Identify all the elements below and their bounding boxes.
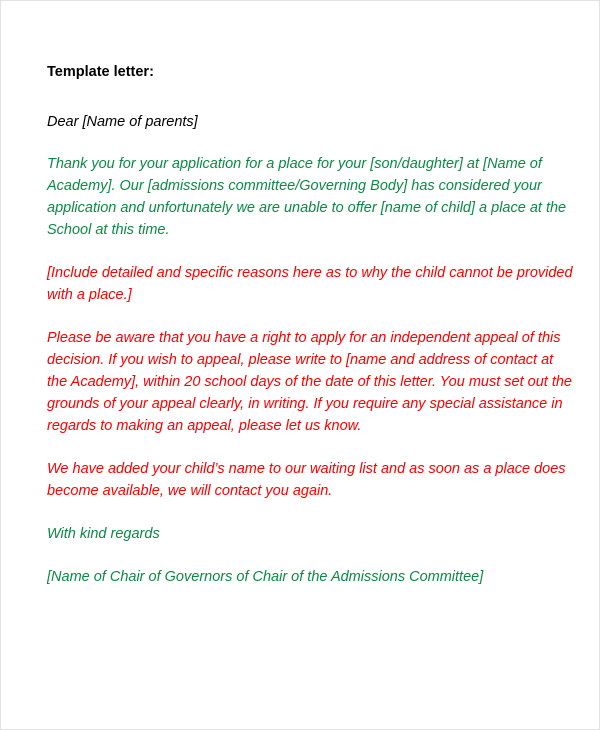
closing: With kind regards	[47, 526, 160, 542]
paragraph-appeal-rights: Please be aware that you have a right to apply for an independent appeal of this decision. If you wish to appeal, please write to [name and address of contact at the Academy], within 20 school days of the date of this letter. You must set out the grounds of your appeal clearly, in writing. If you require any special assistance in regards to making an appeal, please let us know.	[47, 330, 572, 434]
letter-heading: Template letter:	[47, 64, 154, 80]
paragraph-reasons: [Include detailed and specific reasons here as to why the child cannot be provided with a place.]	[47, 265, 573, 303]
signature-line: [Name of Chair of Governors of Chair of the Admissions Committee]	[47, 569, 484, 585]
paragraph-waiting-list: We have added your child’s name to our waiting list and as soon as a place does become available, we will contact you again.	[47, 461, 566, 499]
letter-body	[47, 61, 577, 609]
salutation: Dear [Name of parents]	[47, 114, 198, 130]
paragraph-application-outcome: Thank you for your application for a place for your [son/daughter] at [Name of Academy]. Our [admissions committee/Governing Body] has considered your application and unfortunately we are unable to offer [name of child] a place at the School at this time.	[47, 156, 567, 238]
